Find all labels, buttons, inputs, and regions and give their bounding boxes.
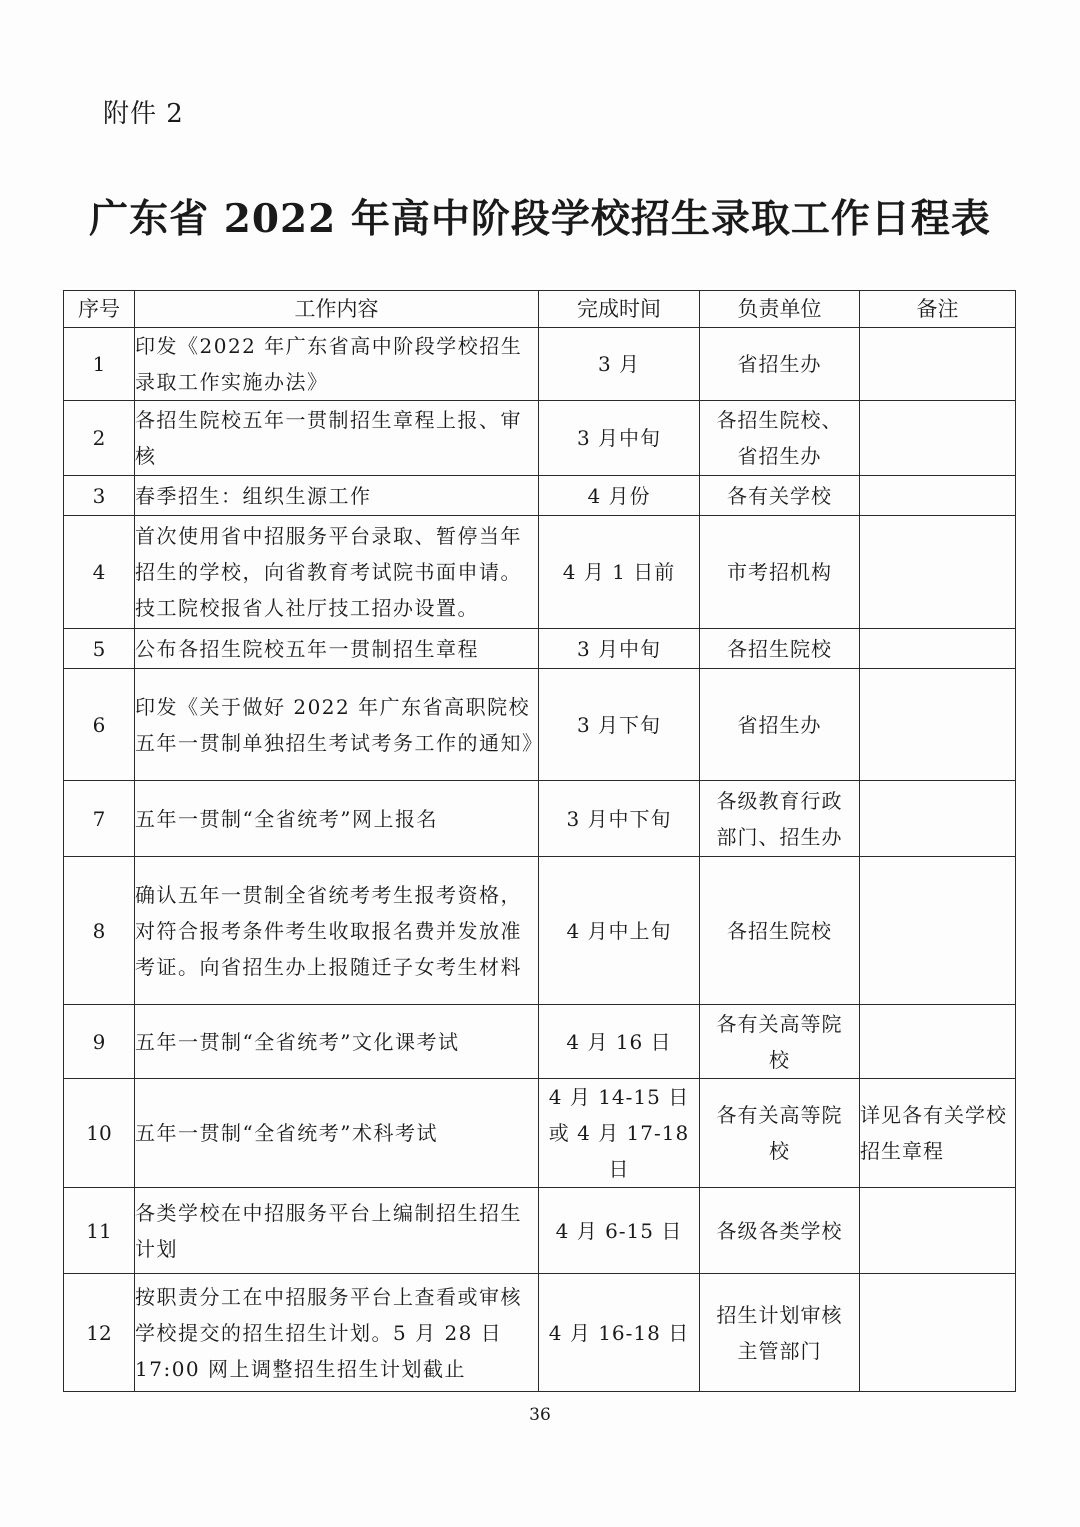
row-time: 4 月 6-15 日 [539, 1188, 700, 1274]
row-unit: 各有关学校 [700, 476, 860, 516]
row-unit: 各级各类学校 [700, 1188, 860, 1274]
row-note [860, 516, 1016, 629]
row-time: 3 月下旬 [539, 669, 700, 781]
header-no: 序号 [64, 291, 135, 328]
row-unit: 各有关高等院校 [700, 1079, 860, 1188]
row-content: 印发《2022 年广东省高中阶段学校招生录取工作实施办法》 [135, 328, 539, 401]
row-time: 3 月中旬 [539, 629, 700, 669]
row-content: 各招生院校五年一贯制招生章程上报、审核 [135, 401, 539, 476]
row-unit: 省招生办 [700, 669, 860, 781]
table-row [64, 328, 1016, 401]
row-note [860, 781, 1016, 857]
table-row [64, 476, 1016, 516]
row-unit: 各有关高等院校 [700, 1005, 860, 1079]
row-time: 3 月 [539, 328, 700, 401]
row-no: 5 [64, 629, 135, 669]
row-content: 公布各招生院校五年一贯制招生章程 [135, 629, 539, 669]
table-row [64, 1274, 1016, 1392]
row-unit: 各招生院校 [700, 629, 860, 669]
row-time: 3 月中下旬 [539, 781, 700, 857]
attachment-label: 附件 2 [103, 99, 184, 129]
table-row [64, 401, 1016, 476]
row-no: 11 [64, 1188, 135, 1274]
table-row [64, 629, 1016, 669]
row-note [860, 1188, 1016, 1274]
row-no: 9 [64, 1005, 135, 1079]
row-note [860, 857, 1016, 1005]
row-no: 10 [64, 1079, 135, 1188]
page-title: 广东省 2022 年高中阶段学校招生录取工作日程表 [89, 196, 991, 242]
row-content: 五年一贯制“全省统考”网上报名 [135, 781, 539, 857]
row-no: 6 [64, 669, 135, 781]
row-note [860, 669, 1016, 781]
row-no: 4 [64, 516, 135, 629]
row-note: 详见各有关学校招生章程 [860, 1079, 1016, 1188]
table-row [64, 1079, 1016, 1188]
row-time: 4 月 16-18 日 [539, 1274, 700, 1392]
row-time: 4 月 1 日前 [539, 516, 700, 629]
header-unit: 负责单位 [700, 291, 860, 328]
row-time: 4 月中上旬 [539, 857, 700, 1005]
row-unit: 各招生院校 [700, 857, 860, 1005]
row-note [860, 328, 1016, 401]
table-row [64, 781, 1016, 857]
row-content: 按职责分工在中招服务平台上查看或审核学校提交的招生招生计划。5 月 28 日 17:00 网上调整招生招生计划截止 [135, 1274, 539, 1392]
schedule-table [63, 290, 1016, 1392]
row-unit: 各级教育行政部门、招生办 [700, 781, 860, 857]
row-note [860, 629, 1016, 669]
header-content: 工作内容 [135, 291, 539, 328]
row-no: 2 [64, 401, 135, 476]
row-content: 各类学校在中招服务平台上编制招生招生计划 [135, 1188, 539, 1274]
row-no: 8 [64, 857, 135, 1005]
row-time: 4 月 16 日 [539, 1005, 700, 1079]
row-time: 4 月份 [539, 476, 700, 516]
page-number: 36 [529, 1405, 551, 1425]
table-row [64, 669, 1016, 781]
row-content: 确认五年一贯制全省统考考生报考资格，对符合报考条件考生收取报名费并发放准考证。向省招生办上报随迁子女考生材料 [135, 857, 539, 1005]
row-time: 4 月 14-15 日或 4 月 17-18 日 [539, 1079, 700, 1188]
row-note [860, 476, 1016, 516]
table-header-row [64, 291, 1016, 328]
row-content: 印发《关于做好 2022 年广东省高职院校五年一贯制单独招生考试考务工作的通知》 [135, 669, 539, 781]
header-time: 完成时间 [539, 291, 700, 328]
row-content: 春季招生：组织生源工作 [135, 476, 539, 516]
row-content: 首次使用省中招服务平台录取、暂停当年招生的学校，向省教育考试院书面申请。技工院校报省人社厅技工招办设置。 [135, 516, 539, 629]
row-no: 3 [64, 476, 135, 516]
table-row [64, 1005, 1016, 1079]
row-note [860, 1274, 1016, 1392]
row-note [860, 401, 1016, 476]
table-row [64, 857, 1016, 1005]
row-unit: 省招生办 [700, 328, 860, 401]
row-no: 1 [64, 328, 135, 401]
row-unit: 各招生院校、省招生办 [700, 401, 860, 476]
row-note [860, 1005, 1016, 1079]
row-no: 12 [64, 1274, 135, 1392]
table-row [64, 516, 1016, 629]
row-no: 7 [64, 781, 135, 857]
row-content: 五年一贯制“全省统考”术科考试 [135, 1079, 539, 1188]
table-row [64, 1188, 1016, 1274]
row-unit: 市考招机构 [700, 516, 860, 629]
row-unit: 招生计划审核主管部门 [700, 1274, 860, 1392]
header-note: 备注 [860, 291, 1016, 328]
row-content: 五年一贯制“全省统考”文化课考试 [135, 1005, 539, 1079]
row-time: 3 月中旬 [539, 401, 700, 476]
